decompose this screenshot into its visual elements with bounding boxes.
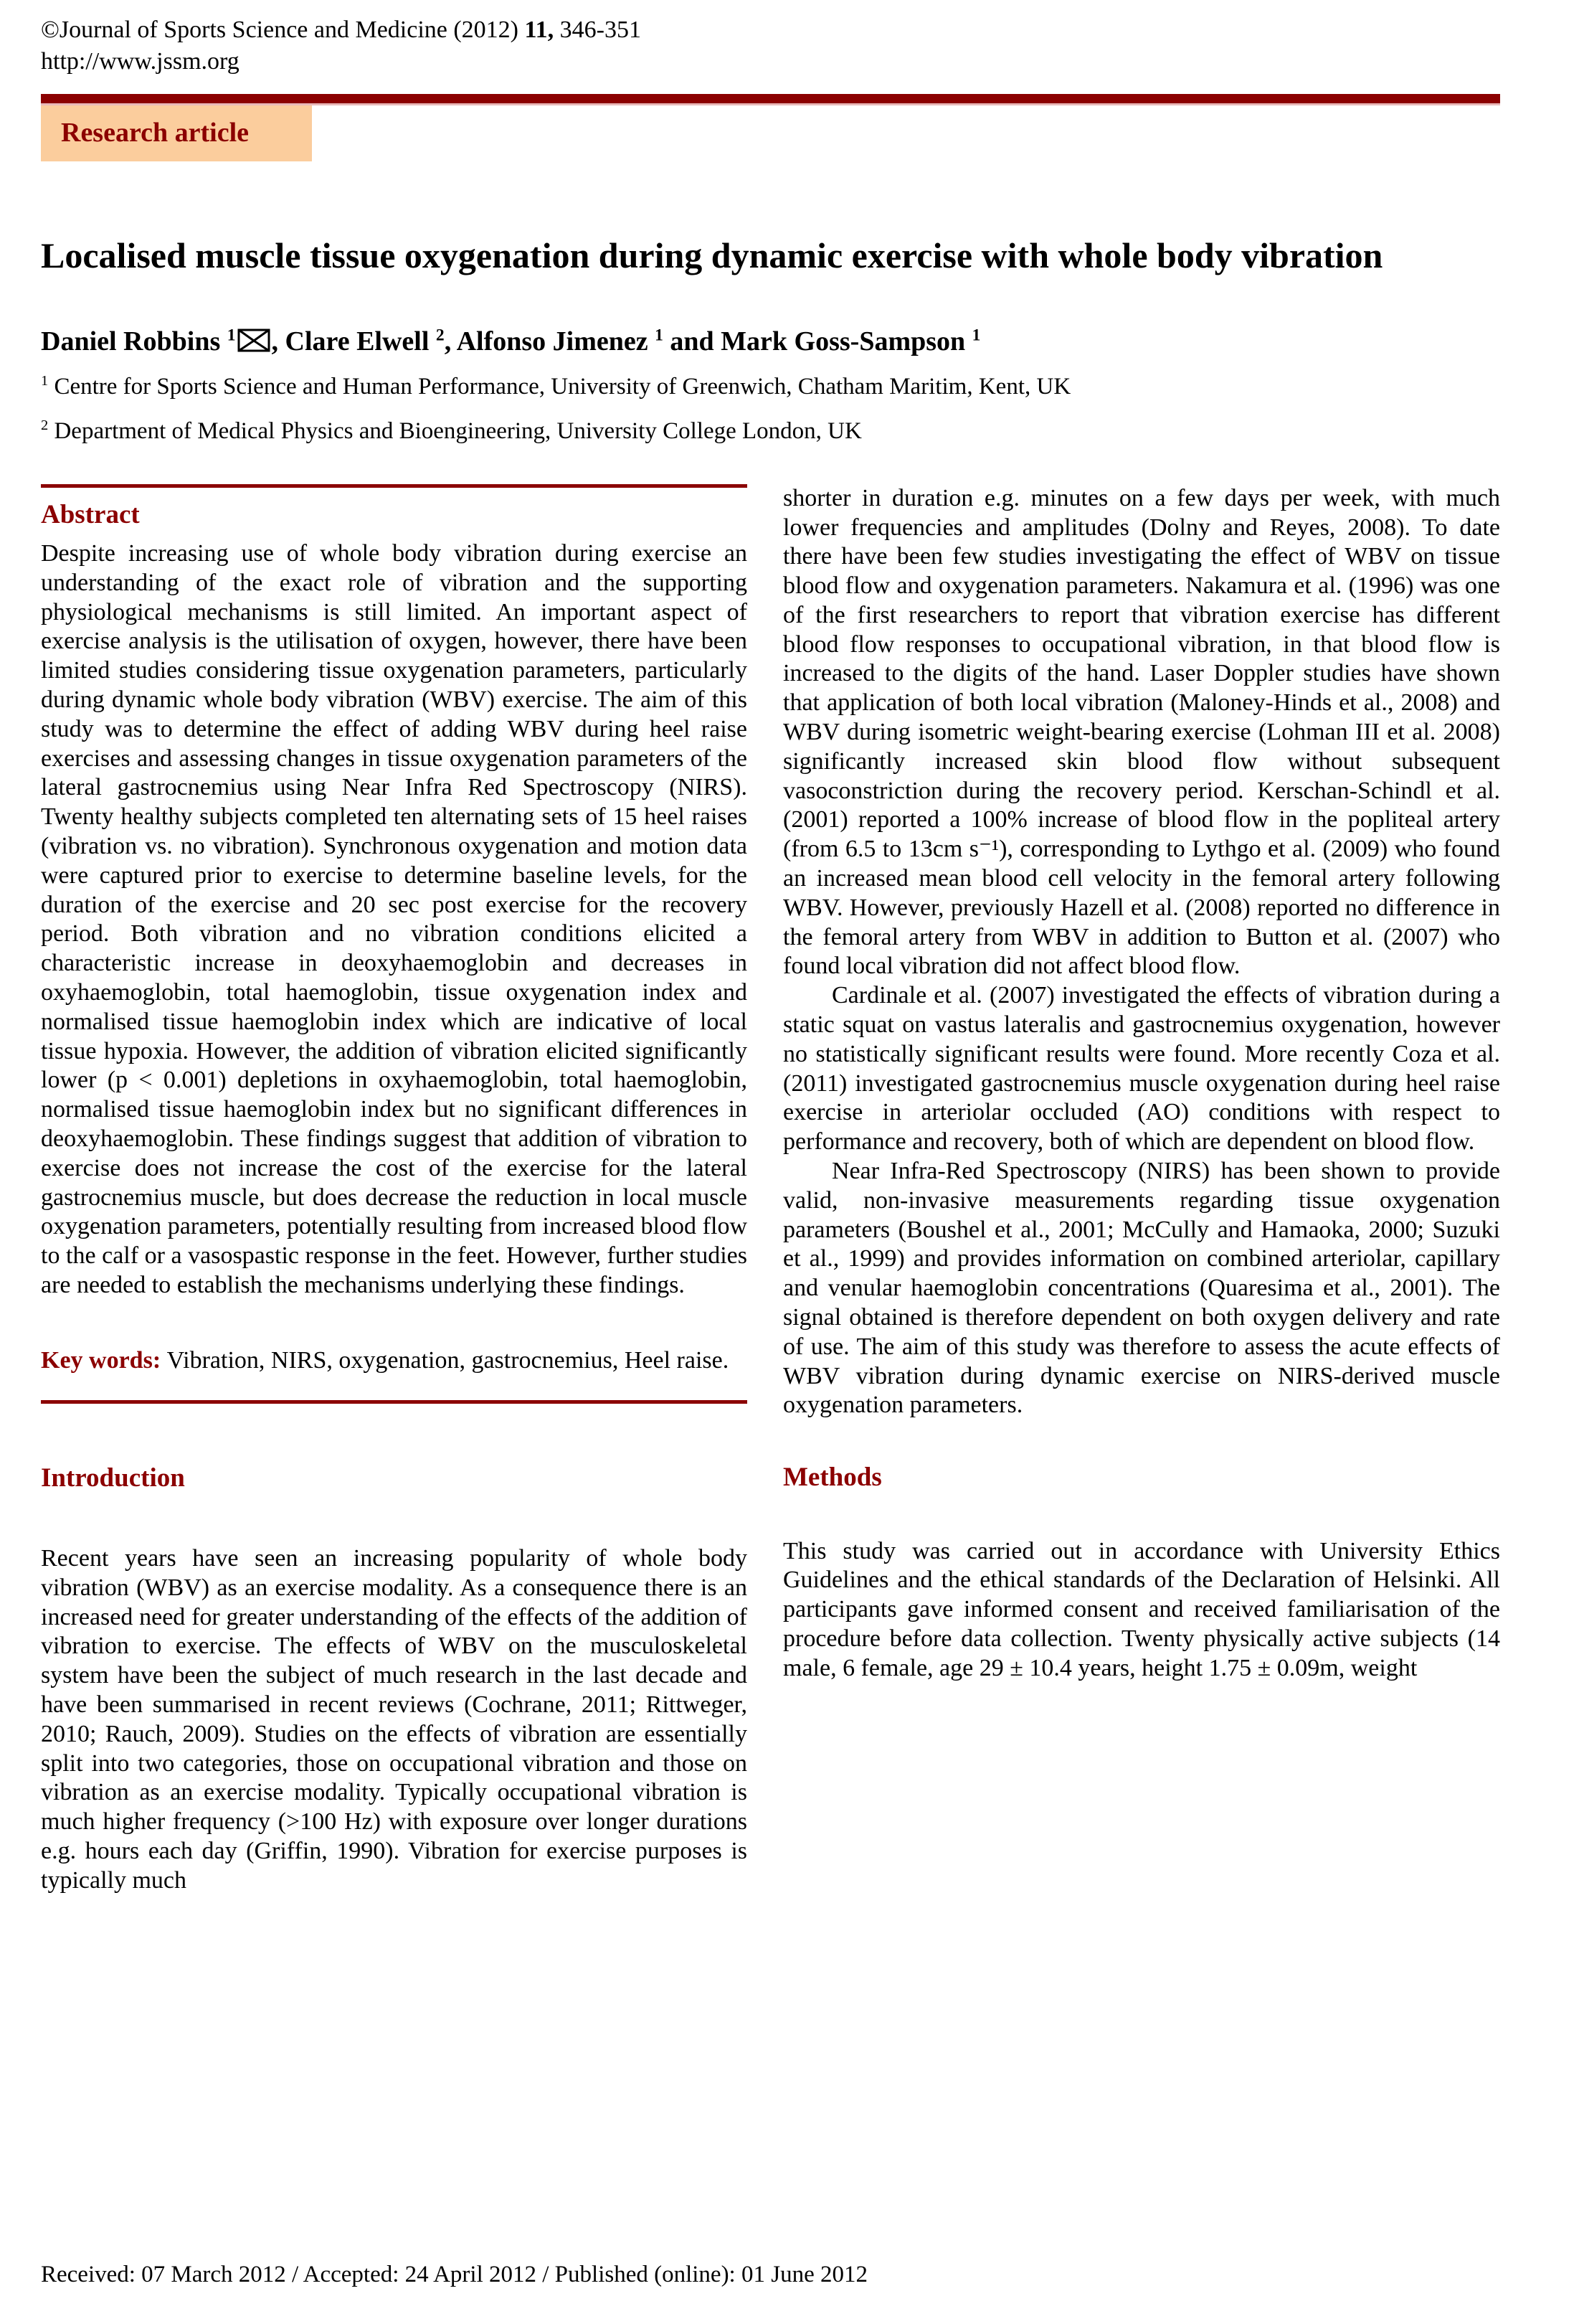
left-column — [41, 484, 747, 1896]
header-rule — [41, 94, 1500, 105]
research-article-badge: Research article — [41, 105, 312, 161]
abstract-heading: Abstract — [41, 499, 140, 529]
methods-heading: Methods — [783, 1463, 882, 1493]
author-3: , Alfonso Jimenez — [444, 326, 655, 357]
right-column — [783, 484, 1500, 1896]
affiliation-2-text: Department of Medical Physics and Bioengineering, University College London, UK — [48, 417, 862, 444]
affiliation-1-text: Centre for Sports Science and Human Performance, University of Greenwich, Chatham Maritim, Kent, UK — [48, 374, 1071, 400]
author-4: and Mark Goss-Sampson — [663, 326, 972, 357]
author-1: Daniel Robbins — [41, 326, 227, 357]
affiliation-2 — [41, 413, 1500, 450]
abstract-text: Despite increasing use of whole body vibration during exercise an understanding of the exact role of vibration and the supporting physiological mechanisms is still limited. An important aspect of exercise analysis is the utilisation of oxygen, however, there have been limited studies considering tissue oxygenation parameters, particularly during dynamic whole body vibration (WBV) exercise. The aim of this study was to determine the effect of adding WBV during heel raise exercises and assessing changes in tissue oxygenation parameters of the lateral gastrocnemius using Near Infra Red Spectroscopy (NIRS). Twenty healthy subjects completed ten alternating sets of 15 heel raises (vibration vs. no vibration). Synchronous oxygenation and motion data were captured prior to exercise to determine baseline levels, for the duration of the exercise and 20 sec post exercise for the recovery period. Both vibration and no vibration conditions elicited a characteristic increase in deoxyhaemoglobin and decreases in oxyhaemoglobin, total haemoglobin, tissue oxygenation index and normalised tissue haemoglobin index which are indicative of local tissue hypoxia. However, the addition of vibration elicited significantly lower (p < 0.001) depletions in oxyhaemoglobin, total haemoglobin, normalised tissue haemoglobin index but no significant differences in deoxyhaemoglobin. These findings suggest that addition of vibration to exercise does not increase the cost of the exercise for the lateral gastrocnemius muscle, but does decrease the reduction in local muscle oxygenation parameters, potentially resulting from increased blood flow to the calf or a vasospastic response in the feet. However, further studies are needed to establish the mechanisms underlying these findings. — [41, 540, 747, 1299]
introduction-text: Recent years have seen an increasing popularity of whole body vibration (WBV) as an exercise modality. As a consequence there is an increased need for greater understanding of the effects of the addition of vibration to exercise. The effects of WBV on the musculoskeletal system have been the subject of much research in the last decade and have been summarised in recent reviews (Cochrane, 2011; Rittweger, 2010; Rauch, 2009). Studies on the effects of vibration are essentially split into two categories, those on occupational vibration and those on vibration as an exercise modality. Typically occupational vibration is much higher frequency (>100 Hz) with exposure over longer durations e.g. hours each day (Griffin, 1990). Vibration for exercise purposes is typically much — [41, 1545, 747, 1894]
author-4-affiliation-mark: 1 — [972, 326, 981, 345]
abstract-top-rule — [41, 484, 747, 488]
two-column-body — [41, 484, 1500, 1896]
keywords-text: Vibration, NIRS, oxygenation, gastrocnemius, Heel raise. — [166, 1346, 729, 1374]
keywords-line — [41, 1346, 747, 1376]
journal-volume: 11, — [524, 16, 554, 43]
cardinale-paragraph: Cardinale et al. (2007) investigated the effects of vibration during a static squat on vastus lateralis and gastrocnemius oxygenation, however no statistically significant results were found. More recently Coza et al. (2011) investigated gastrocnemius muscle oxygenation during heel raise exercise in arteriolar occluded (AO) conditions with respect to performance and recovery, both of which are dependent on blood flow. — [783, 982, 1500, 1156]
article-title: Localised muscle tissue oxygenation during dynamic exercise with whole body vibration — [41, 235, 1383, 276]
introduction-continued-paragraph: shorter in duration e.g. minutes on a few days per week, with much lower frequencies and amplitudes (Dolny and Reyes, 2008). To date there have been few studies investigating the effect of WBV on tissue blood flow and oxygenation parameters. Nakamura et al. (1996) was one of the first researchers to report that vibration exercise has different blood flow responses to occupational vibration, in that blood flow is increased to the digits of the hand. Laser Doppler studies have shown that application of both local vibration (Maloney-Hinds et al., 2008) and WBV during isometric weight-bearing exercise (Lohman III et al. 2008) significantly increased skin blood flow without subsequent vasoconstriction during the recovery period. Kerschan-Schindl et al. (2001) reported a 100% increase of blood flow in the popliteal artery (from 6.5 to 13cm s⁻¹), corresponding to Lythgo et al. (2009) who found an increased mean blood cell velocity in the femoral artery following WBV. However, previously Hazell et al. (2008) reported no difference in the femoral artery from WBV in addition to Button et al. (2007) who found local vibration did not affect blood flow. — [783, 484, 1500, 980]
nirs-paragraph: Near Infra-Red Spectroscopy (NIRS) has been shown to provide valid, non-invasive measurements regarding tissue oxygenation parameters (Boushel et al., 2001; McCully and Hamaoka, 2000; Suzuki et al., 1999) and provides information on combined arteriolar, capillary and venular haemoglobin concentrations (Quaresima et al., 2001). The signal obtained is therefore dependent on both oxygen delivery and rate of use. The aim of this study was therefore to assess the acute effects of WBV vibration during dynamic exercise on NIRS-derived muscle oxygenation parameters. — [783, 1158, 1500, 1419]
affiliation-1-mark: 1 — [41, 373, 49, 389]
journal-url: http://www.jssm.org — [41, 47, 240, 75]
abstract-bottom-rule — [41, 1400, 747, 1404]
affiliation-2-mark: 2 — [41, 417, 49, 433]
journal-citation-line — [41, 14, 1500, 46]
journal-pages: 346-351 — [554, 16, 641, 43]
envelope-icon — [237, 326, 270, 362]
affiliation-1 — [41, 369, 1500, 405]
received-accepted-published-line: Received: 07 March 2012 / Accepted: 24 April 2012 / Published (online): 01 June 2012 — [41, 2262, 868, 2287]
journal-copyright: ©Journal of Sports Science and Medicine (2012) — [41, 16, 525, 43]
introduction-heading: Introduction — [41, 1463, 185, 1493]
methods-text: This study was carried out in accordance with University Ethics Guidelines and the ethical standards of the Declaration of Helsinki. All participants gave informed consent and received familiarisation of the procedure before data collection. Twenty physically active subjects (14 male, 6 female, age 29 ± 10.4 years, height 1.75 ± 0.09m, weight — [783, 1537, 1500, 1681]
author-2: , Clare Elwell — [271, 326, 436, 357]
keywords-label: Key words: — [41, 1346, 167, 1374]
author-2-affiliation-mark: 2 — [435, 326, 445, 345]
author-1-affiliation-mark: 1 — [227, 326, 236, 345]
author-3-affiliation-mark: 1 — [655, 326, 663, 345]
authors-line — [41, 324, 1500, 362]
